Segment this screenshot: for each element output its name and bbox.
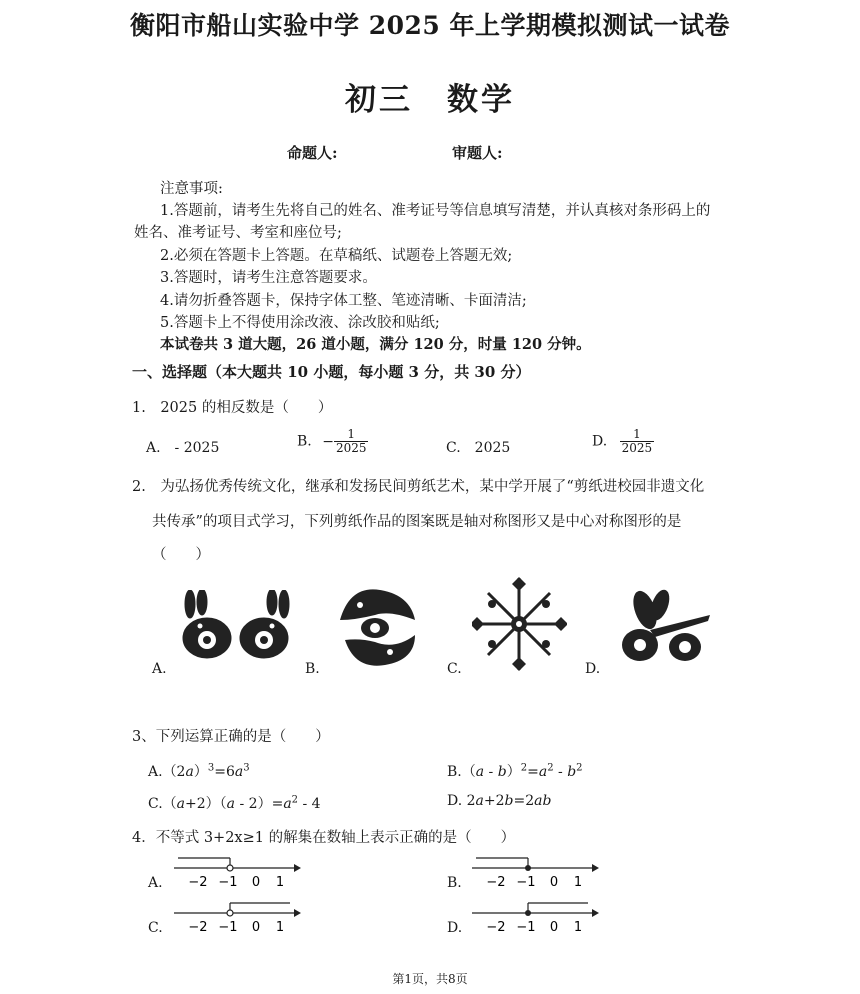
question-2-stem-line3: （ ） <box>152 547 210 563</box>
q3-option-b: $B.(a - b)^2=a^2 - b^2$ <box>447 762 583 780</box>
section-heading: 一、选择题（本大题共 10 小题，每小题 3 分，共 30 分） <box>132 363 531 381</box>
tick-label: 1 <box>275 875 285 890</box>
q4-option-d-label: D. <box>447 920 463 936</box>
notes-summary: 本试卷共 3 道大题，26 道小题，满分 120 分，时量 120 分钟。 <box>160 336 591 353</box>
page-number: 第1页，共8页 <box>392 972 468 986</box>
note-item-3: 3.答题时，请考生注意答题要求。 <box>160 270 377 286</box>
q2-option-b-label: B. <box>305 661 320 677</box>
question-1-stem: 1. 2025 的相反数是（ ） <box>132 400 333 416</box>
q4-option-a-label: A. <box>148 875 163 891</box>
q3-option-c-label: C. <box>148 796 163 812</box>
q4-option-c-label: C. <box>148 920 163 936</box>
tick-label: 0 <box>251 920 261 935</box>
author-label: 命题人: <box>287 144 338 162</box>
note-item-1: 1.答题前，请考生先将自己的姓名、准考证号等信息填写清楚，并认真核对条形码上的 <box>160 203 711 219</box>
q1-option-b-fraction <box>334 428 369 455</box>
q1-option-d-label: D. <box>592 433 608 450</box>
q3-option-c: $C.(a+2)(a - 2)=a^2 - 4$ <box>148 794 321 812</box>
q2-papercut-rabbits-image <box>172 590 302 670</box>
q4-number-line-c <box>172 893 302 939</box>
q3-option-b-label: B. <box>447 764 462 780</box>
tick-label: −2 <box>188 875 208 890</box>
tick-label: 0 <box>549 875 559 890</box>
q3-option-a: $A.(2a)^3=6a^3$ <box>148 762 250 780</box>
q4-number-line-a <box>172 848 302 894</box>
tick-label: −1 <box>516 920 536 935</box>
q2-papercut-bird-image <box>610 585 720 675</box>
q4-number-line-d <box>470 893 600 939</box>
q1-option-b <box>297 428 368 455</box>
q3-option-d-label: D. <box>447 793 463 809</box>
q1-option-d-fraction <box>620 428 655 455</box>
tick-label: −1 <box>218 920 238 935</box>
tick-label: −2 <box>486 875 506 890</box>
exam-subject: 初三 数学 <box>345 82 515 118</box>
tick-label: 0 <box>251 875 261 890</box>
tick-label: −2 <box>486 920 506 935</box>
q2-option-c-label: C. <box>447 661 462 677</box>
reviewer-label: 审题人: <box>452 144 503 162</box>
tick-label: 1 <box>275 920 285 935</box>
q1-option-a: A. - 2025 <box>146 440 220 456</box>
tick-label: 1 <box>573 920 583 935</box>
exam-title: 衡阳市船山实验中学 2025 年上学期模拟测试一试卷 <box>130 11 730 40</box>
q1-option-c: C. 2025 <box>446 440 511 456</box>
q2-papercut-ornament-image <box>330 580 425 675</box>
q1-option-b-minus: − <box>322 433 334 450</box>
q2-option-d-label: D. <box>585 661 601 677</box>
question-4-stem: 4．不等式 3+2x≥1 的解集在数轴上表示正确的是（ ） <box>132 830 516 846</box>
q1-option-b-label: B. <box>297 433 312 450</box>
q3-option-d: D. 2a+2b=2ab <box>447 793 552 809</box>
notes-heading: 注意事项: <box>160 181 223 197</box>
q2-option-a-label: A. <box>152 661 167 677</box>
question-2-stem-line1: 2. 为弘扬优秀传统文化，继承和发扬民间剪纸艺术，某中学开展了“剪纸进校园非遗文化 <box>132 479 705 495</box>
note-item-5: 5.答题卡上不得使用涂改液、涂改胶和贴纸; <box>160 315 440 331</box>
tick-label: 0 <box>549 920 559 935</box>
question-3-stem: 3、下列运算正确的是（ ） <box>132 729 330 745</box>
q1-d-denominator: 2025 <box>621 441 653 456</box>
question-2-stem-line2: 共传承”的项目式学习，下列剪纸作品的图案既是轴对称图形又是中心对称图形的是 <box>152 514 682 530</box>
note-item-2: 2.必须在答题卡上答题。在草稿纸、试题卷上答题无效; <box>160 248 513 264</box>
q4-number-line-b <box>470 848 600 894</box>
q3-option-a-label: A. <box>148 764 163 780</box>
q1-d-numerator: 1 <box>620 428 655 442</box>
note-item-1-cont: 姓名、准考证号、考室和座位号; <box>134 225 342 241</box>
q4-option-b-label: B. <box>447 875 462 891</box>
tick-label: −1 <box>516 875 536 890</box>
q2-papercut-snowflake-image <box>472 574 567 674</box>
tick-label: 1 <box>573 875 583 890</box>
note-item-4: 4.请勿折叠答题卡，保持字体工整、笔迹清晰、卡面清洁; <box>160 293 527 309</box>
tick-label: −2 <box>188 920 208 935</box>
q1-b-denominator: 2025 <box>335 441 367 456</box>
q1-option-d <box>592 428 654 455</box>
tick-label: −1 <box>218 875 238 890</box>
q1-b-numerator: 1 <box>334 428 369 442</box>
